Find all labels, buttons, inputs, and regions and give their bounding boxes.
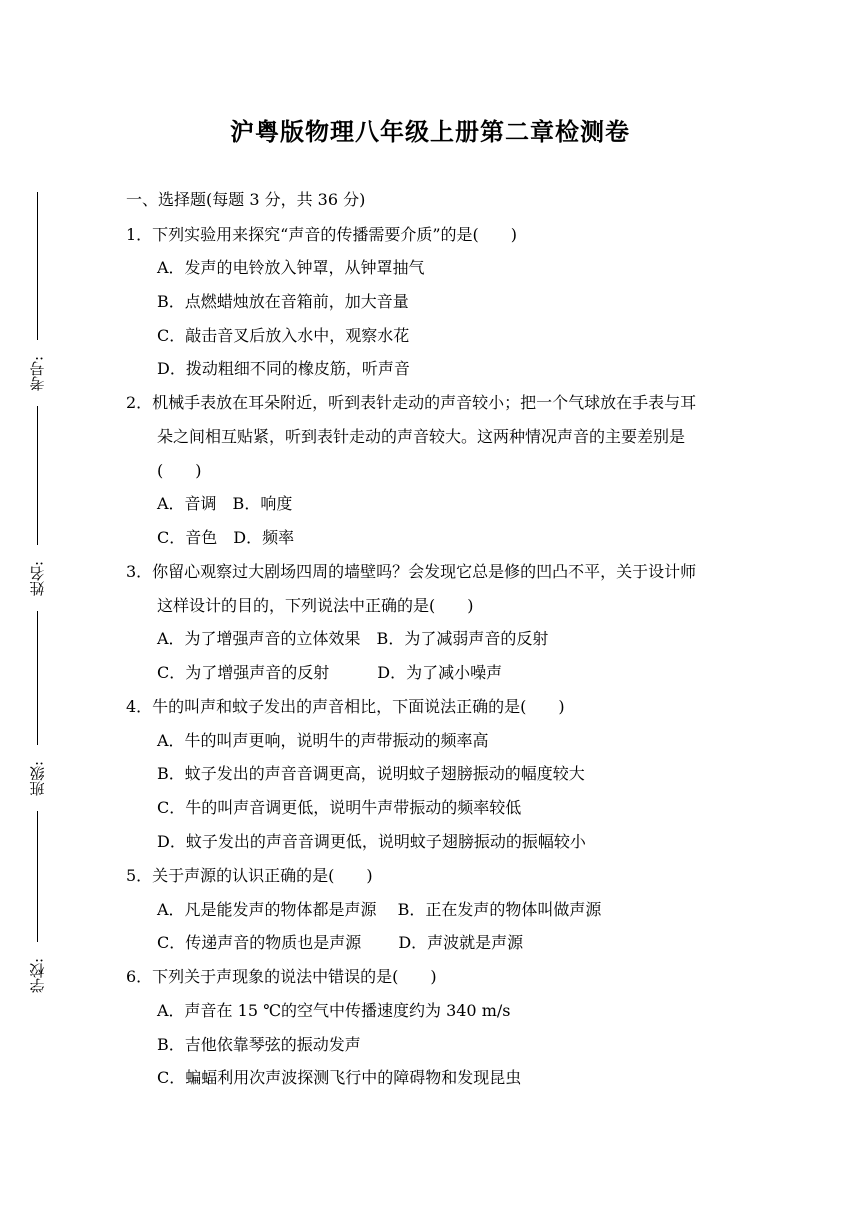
question-1-option-d: D．拨动粗细不同的橡皮筋，听声音 — [157, 359, 410, 378]
question-2-stem-cont: 朵之间相互贴紧，听到表针走动的声音较大。这两种情况声音的主要差别是 — [157, 427, 686, 446]
question-5-options-ab: A．凡是能发声的物体都是声源 B．正在发声的物体叫做声源 — [157, 900, 602, 919]
question-6-stem: 6．下列关于声现象的说法中错误的是( ) — [126, 967, 437, 986]
question-3-options-cd: C．为了增强声音的反射 D．为了减小噪声 — [157, 663, 503, 682]
question-2-options-cd: C．音色 D．频率 — [157, 528, 295, 547]
question-3-options-ab: A．为了增强声音的立体效果 B．为了减弱声音的反射 — [157, 629, 549, 648]
question-2-options-ab: A．音调 B．响度 — [157, 494, 293, 513]
question-3-stem: 3．你留心观察过大剧场四周的墙壁吗？会发现它总是修的凹凸不平，关于设计师 — [126, 562, 697, 581]
section-heading: 一、选择题(每题 3 分，共 36 分) — [126, 190, 366, 209]
side-label-school: 学校: — [22, 942, 52, 1008]
side-label-class: 班级: — [22, 745, 52, 811]
question-4-option-b: B．蚊子发出的声音音调更高，说明蚊子翅膀振动的幅度较大 — [157, 764, 585, 783]
question-1-option-a: A．发声的电铃放入钟罩，从钟罩抽气 — [157, 258, 425, 277]
question-5-stem: 5．关于声源的认识正确的是( ) — [126, 866, 373, 885]
question-4-option-a: A．牛的叫声更响，说明牛的声带振动的频率高 — [157, 731, 489, 750]
question-1-option-b: B．点燃蜡烛放在音箱前，加大音量 — [157, 292, 409, 311]
question-1-option-c: C．敲击音叉后放入水中，观察水花 — [157, 326, 410, 345]
question-4-stem: 4．牛的叫声和蚊子发出的声音相比，下面说法正确的是( ) — [126, 697, 565, 716]
question-2-stem: 2．机械手表放在耳朵附近，听到表针走动的声音较小；把一个气球放在手表与耳 — [126, 393, 697, 412]
question-4-option-c: C．牛的叫声音调更低，说明牛声带振动的频率较低 — [157, 798, 522, 817]
question-6-option-a: A．声音在 15 ℃的空气中传播速度约为 340 m/s — [157, 1001, 511, 1020]
side-label-name: 姓名: — [22, 545, 52, 611]
question-6-option-b: B．吉他依靠琴弦的振动发声 — [157, 1035, 361, 1054]
question-6-option-c: C．蝙蝠利用次声波探测飞行中的障碍物和发现昆虫 — [157, 1068, 522, 1087]
question-5-options-cd: C．传递声音的物质也是声源 D．声波就是声源 — [157, 933, 524, 952]
question-2-answer-blank: ( ) — [157, 461, 202, 480]
question-4-option-d: D．蚊子发出的声音音调更低，说明蚊子翅膀振动的振幅较小 — [157, 832, 586, 851]
side-label-exam-number: 考号: — [22, 340, 52, 406]
question-3-stem-cont: 这样设计的目的，下列说法中正确的是( ) — [157, 596, 474, 615]
question-1-stem: 1．下列实验用来探究“声音的传播需要介质”的是( ) — [126, 225, 518, 244]
page-title: 沪粤版物理八年级上册第二章检测卷 — [230, 118, 630, 146]
